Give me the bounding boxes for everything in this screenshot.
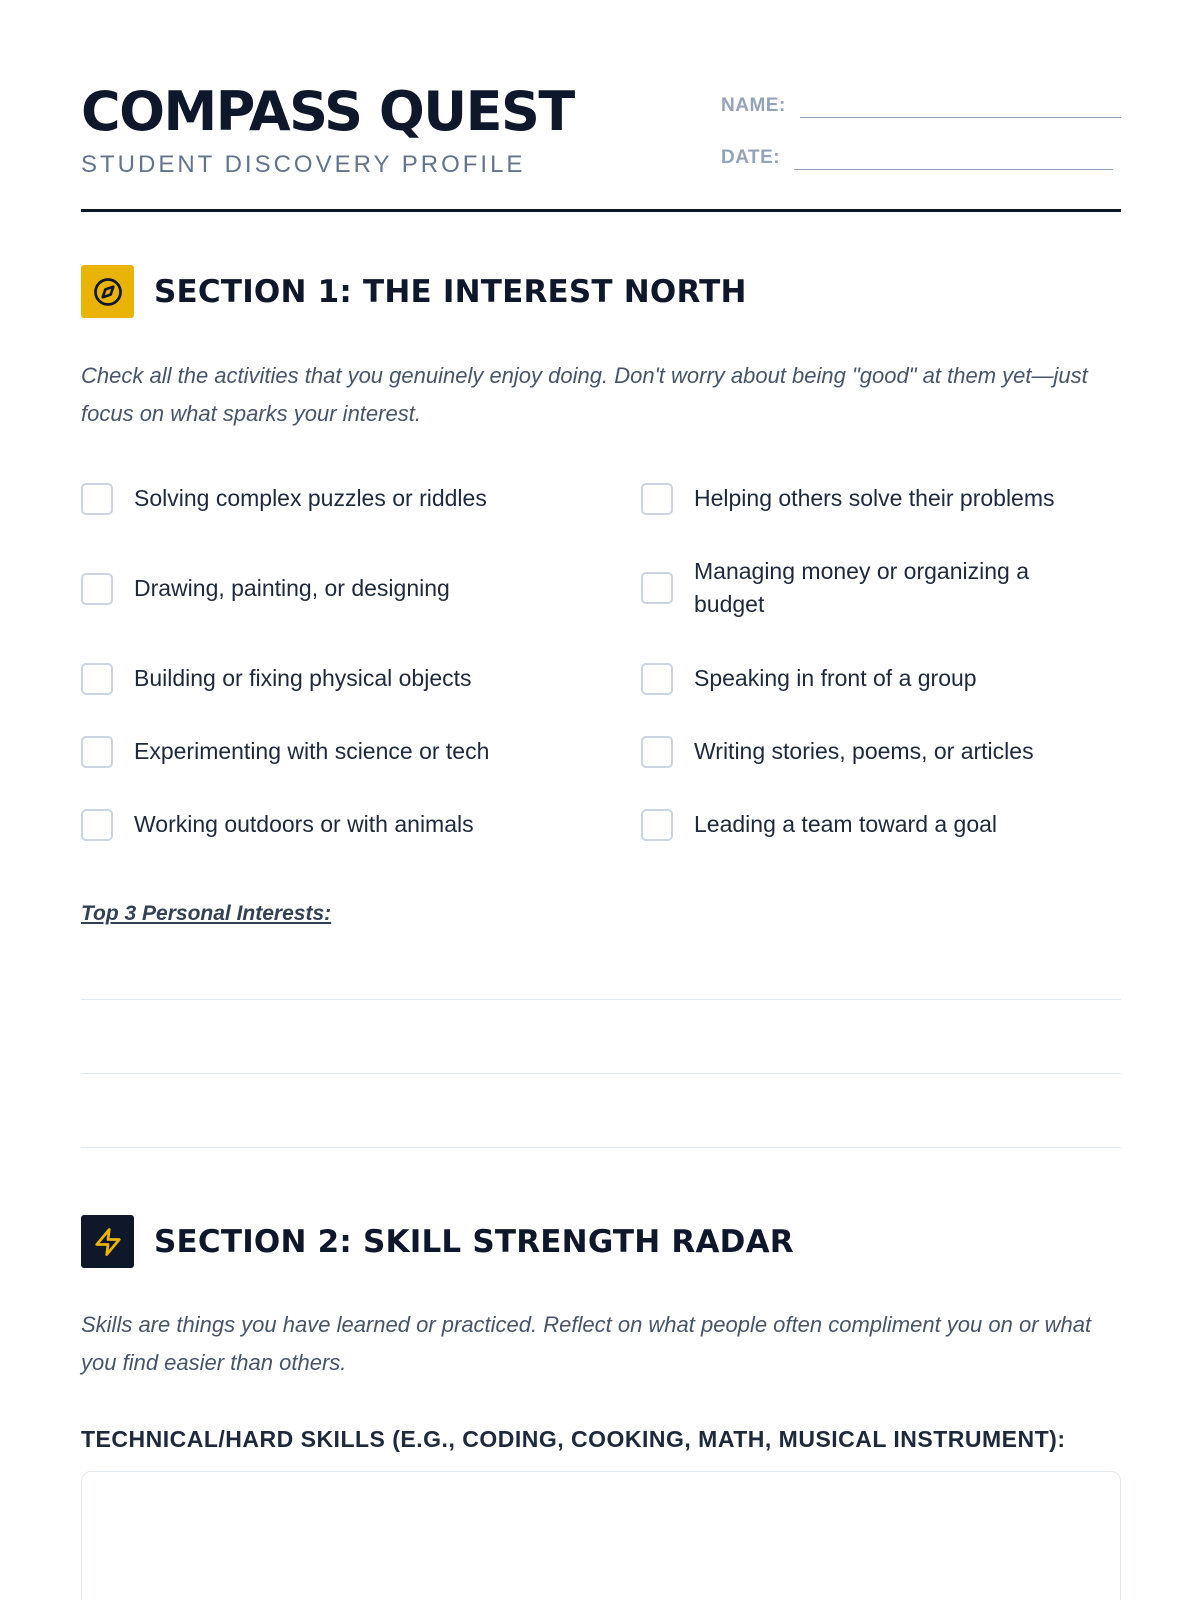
interest-item [641,735,1034,768]
interest-label: Helping others solve their problems [694,485,1055,511]
interest-item [641,482,1055,515]
interest-label: Experimenting with science or tech [134,738,490,764]
lightning-icon [81,1215,134,1268]
interest-label: Solving complex puzzles or riddles [134,485,487,511]
hard-skills-input[interactable] [81,1471,1121,1600]
compass-icon [81,265,134,318]
interest-label: Managing money or organizing a budget [694,558,1029,617]
hard-skills-label: TECHNICAL/HARD SKILLS (E.G., CODING, COOKING, MATH, MUSICAL INSTRUMENT): [81,1426,1066,1452]
interest-write-line[interactable] [81,1034,1121,1074]
name-row [721,88,1121,118]
interest-checkbox[interactable] [641,663,673,695]
interest-checkbox[interactable] [81,809,113,841]
date-field[interactable] [794,140,1113,170]
interest-label: Working outdoors or with animals [134,811,474,837]
interest-checkbox[interactable] [81,483,113,515]
date-row [721,140,1113,170]
section-2-title: SECTION 2: SKILL STRENGTH RADAR [154,1223,794,1260]
section-1-title: SECTION 1: THE INTEREST NORTH [154,273,747,310]
interest-checkbox[interactable] [641,736,673,768]
interest-checkbox[interactable] [641,483,673,515]
name-field[interactable] [800,88,1121,118]
interest-write-line[interactable] [81,960,1121,1000]
interest-label: Building or fixing physical objects [134,665,472,691]
page-header [81,80,1121,212]
interest-item [81,808,474,841]
interest-item [81,662,472,695]
section-2-heading [81,1215,794,1268]
interest-checkbox[interactable] [81,663,113,695]
interest-label: Speaking in front of a group [694,665,977,691]
interest-checkbox[interactable] [81,573,113,605]
interest-item [81,572,450,605]
interest-item [641,555,1081,621]
interest-write-line[interactable] [81,1108,1121,1148]
section-1-heading [81,265,747,318]
page-subtitle: STUDENT DISCOVERY PROFILE [81,151,526,178]
interest-label: Writing stories, poems, or articles [694,738,1034,764]
interest-item [81,482,487,515]
interest-checkbox[interactable] [81,736,113,768]
page-title: COMPASS QUEST [81,80,574,143]
interest-label: Drawing, painting, or designing [134,575,450,601]
interest-item [641,662,977,695]
interest-item [641,808,997,841]
section-1-instructions: Check all the activities that you genuinely enjoy doing. Don't worry about being "good" at them yet—just focus on what sparks your interest. [81,363,1088,426]
interest-checkbox[interactable] [641,572,673,604]
interest-item [81,735,489,768]
interest-label: Leading a team toward a goal [694,811,998,837]
section-2-instructions: Skills are things you have learned or practiced. Reflect on what people often compliment you on or what you find easier than others. [81,1312,1092,1375]
interest-checkbox[interactable] [641,809,673,841]
top-interests-label: Top 3 Personal Interests: [81,902,332,925]
name-label: NAME: [721,95,786,116]
date-label: DATE: [721,147,781,168]
